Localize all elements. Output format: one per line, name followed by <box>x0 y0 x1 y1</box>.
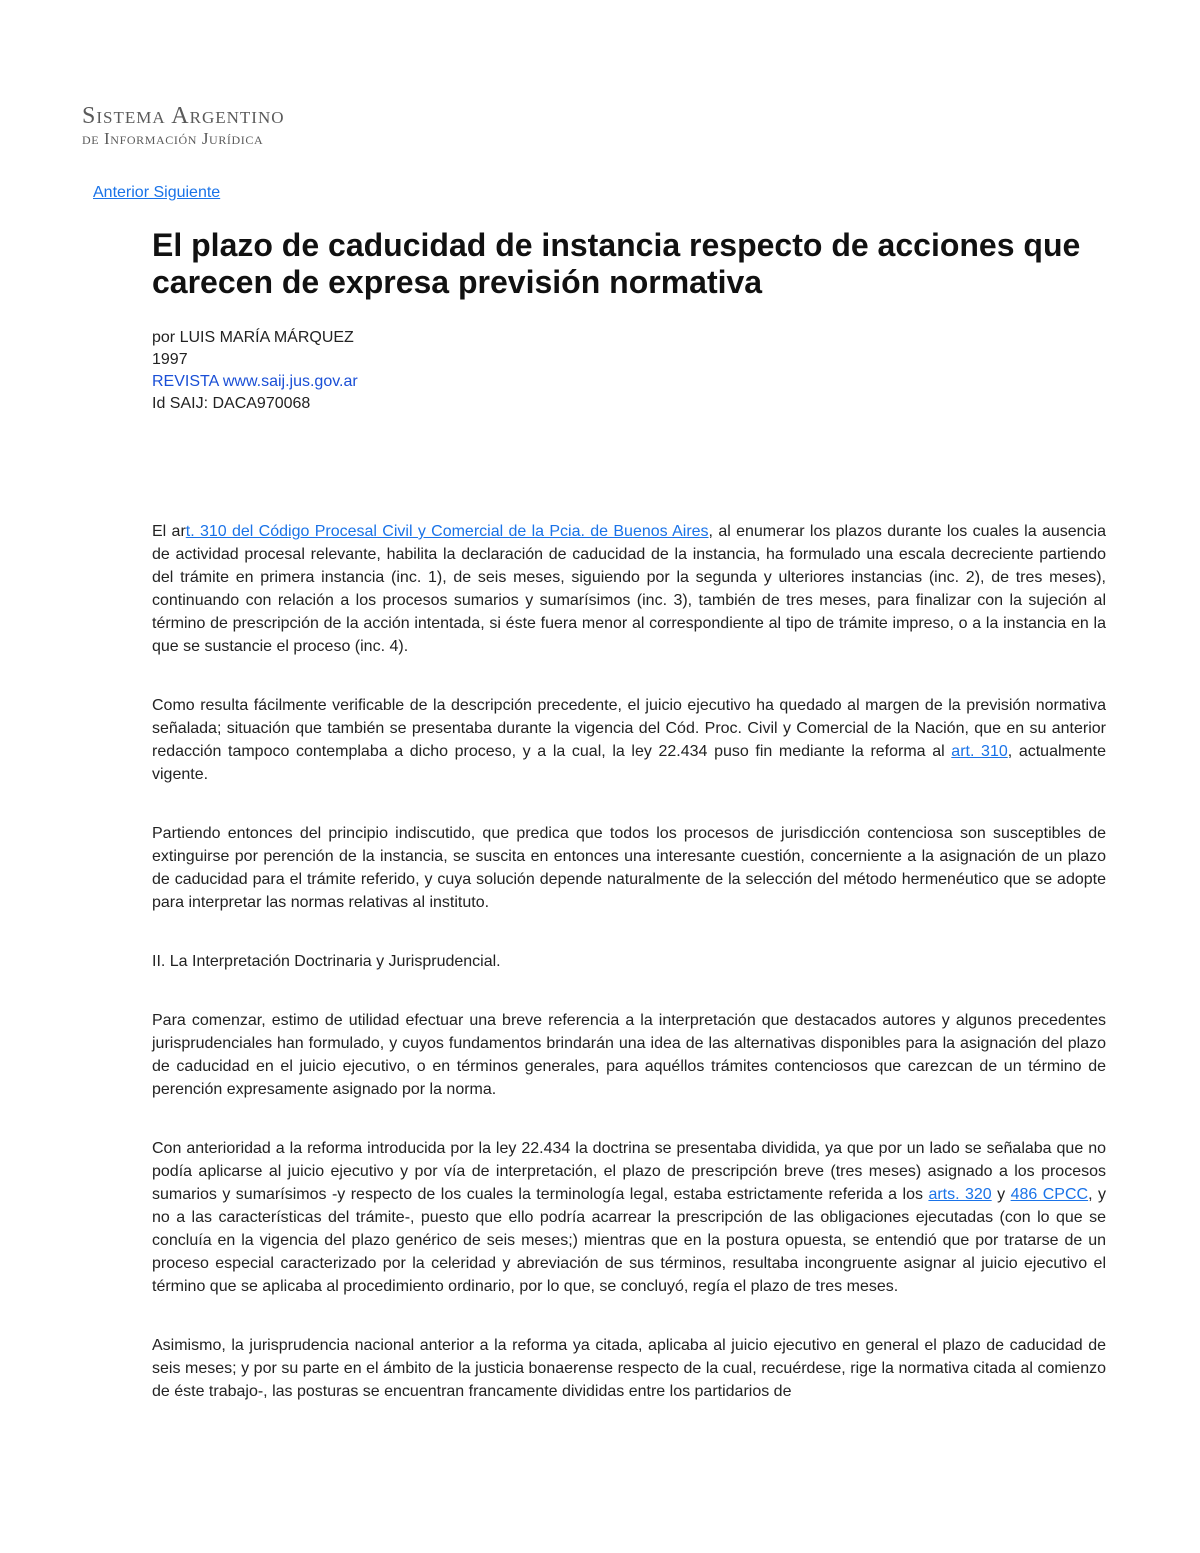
art-310-link[interactable]: art. 310 <box>951 743 1008 760</box>
article-author: por LUIS MARÍA MÁRQUEZ <box>152 329 354 346</box>
prev-next-link[interactable]: Anterior Siguiente <box>93 184 221 201</box>
paragraph-text: Asimismo, la jurisprudencia nacional anterior a la reforma ya citada, aplicaba al juicio ejecutivo en general el plazo de caducidad de seis meses; y por su parte en el ámbito de la justicia bonaerense respecto de la cual, recuérdese, rige la normativa citada al comienzo de éste trabajo-, las posturas se encuentran francamente divididas entre los partidarios de <box>152 1337 1106 1400</box>
paragraph-text: , al enumerar los plazos durante los cuales la ausencia de actividad procesal relevante, habilita la declaración de caducidad de la instancia, ha formulado una escala decreciente partiendo del trámite en primera instancia (inc. 1), de seis meses, siguiendo por la segunda y ulteriores instancias (inc. 2), de tres meses), continuando con relación a los procesos sumarios y sumarísimos (inc. 3), también de tres meses, para finalizar con la sujeción al término de prescripción de la acción intentada, si éste fuera menor al correspondiente al tipo de trámite impreso, o a la instancia en la que se sustancie el proceso (inc. 4). <box>152 523 1106 655</box>
paragraph-text: Como resulta fácilmente verificable de la descripción precedente, el juicio ejecutivo ha quedado al margen de la previsión normativa señalada; situación que también se presentaba durante la vigencia del Cód. Proc. Civil y Comercial de la Nación, que en su anterior redacción tampoco contemplaba a dicho proceso, y a la cual, la ley 22.434 puso fin mediante la reforma al <box>152 697 1106 760</box>
article-header <box>152 227 1106 415</box>
paragraph-text: Partiendo entonces del principio indiscutido, que predica que todos los procesos de jurisdicción contenciosa son susceptibles de extinguirse por perención de la instancia, se suscita en entonces una interesante cuestión, concerniente a la asignación de un plazo de caducidad para el trámite referido, y cuya solución depende naturalmente de la selección del método hermenéutico que se adopte para interpretar las normas relativas al instituto. <box>152 825 1106 911</box>
paragraph-2 <box>152 694 1106 786</box>
paragraph-6 <box>152 1334 1106 1403</box>
paragraph-3 <box>152 822 1106 914</box>
paragraph-text: Para comenzar, estimo de utilidad efectuar una breve referencia a la interpretación que destacados autores y algunos precedentes jurisprudenciales han formulado, y cuyos fundamentos brindarán una idea de las alternativas disponibles para la asignación del plazo de caducidad en el juicio ejecutivo, o en términos generales, para aquéllos trámites contenciosos que carezcan de un término de perención expresamente asignado por la norma. <box>152 1012 1106 1098</box>
section-heading: II. La Interpretación Doctrinaria y Jurisprudencial. <box>152 953 501 970</box>
paragraph-text: y <box>991 1186 1011 1203</box>
paragraph-4 <box>152 1009 1106 1101</box>
article-navigation <box>93 184 220 202</box>
article-body <box>152 520 1106 1439</box>
article-meta <box>152 327 1106 415</box>
article-title: El plazo de caducidad de instancia respecto de acciones que carecen de expresa previsión normativa <box>152 227 1081 300</box>
art-310-cpcc-link[interactable]: t. 310 del Código Procesal Civil y Comercial de la Pcia. de Buenos Aires <box>185 523 709 540</box>
saij-logo <box>82 103 285 148</box>
article-source: REVISTA www.saij.jus.gov.ar <box>152 373 358 390</box>
paragraph-text: , actualmente vigente. <box>152 743 1106 783</box>
arts-320-link[interactable]: arts. 320 <box>928 1186 992 1203</box>
paragraph-1 <box>152 520 1106 658</box>
logo-title: Sistema Argentino <box>82 103 285 129</box>
article-id: Id SAIJ: DACA970068 <box>152 395 311 412</box>
paragraph-text: El ar <box>152 523 186 540</box>
article-year: 1997 <box>152 351 188 368</box>
logo-subtitle: de Información Jurídica <box>82 129 264 148</box>
paragraph-text: Con anterioridad a la reforma introducida por la ley 22.434 la doctrina se presentaba dividida, ya que por un lado se señalaba que no podía aplicarse al juicio ejecutivo y por vía de interpretación, el plazo de prescripción breve (tres meses) asignado a los procesos sumarios y sumarísimos -y respecto de los cuales la terminología legal, estaba estrictamente referida a los <box>152 1140 1106 1203</box>
paragraph-text: , y no a las características del trámite-, puesto que ello podría acarrear la prescripción de las obligaciones ejecutadas (con lo que se concluía en la vigencia del plazo genérico de seis meses;) mientras que en la postura opuesta, se entendió que por tratarse de un proceso especial caracterizado por la celeridad y abreviación de sus términos, resultaba incongruente asignar al juicio ejecutivo el término que se aplicaba al procedimiento ordinario, por lo que, se concluyó, regía el plazo de tres meses. <box>152 1186 1106 1295</box>
art-486-cpcc-link[interactable]: 486 CPCC <box>1010 1186 1089 1203</box>
paragraph-5 <box>152 1137 1106 1298</box>
